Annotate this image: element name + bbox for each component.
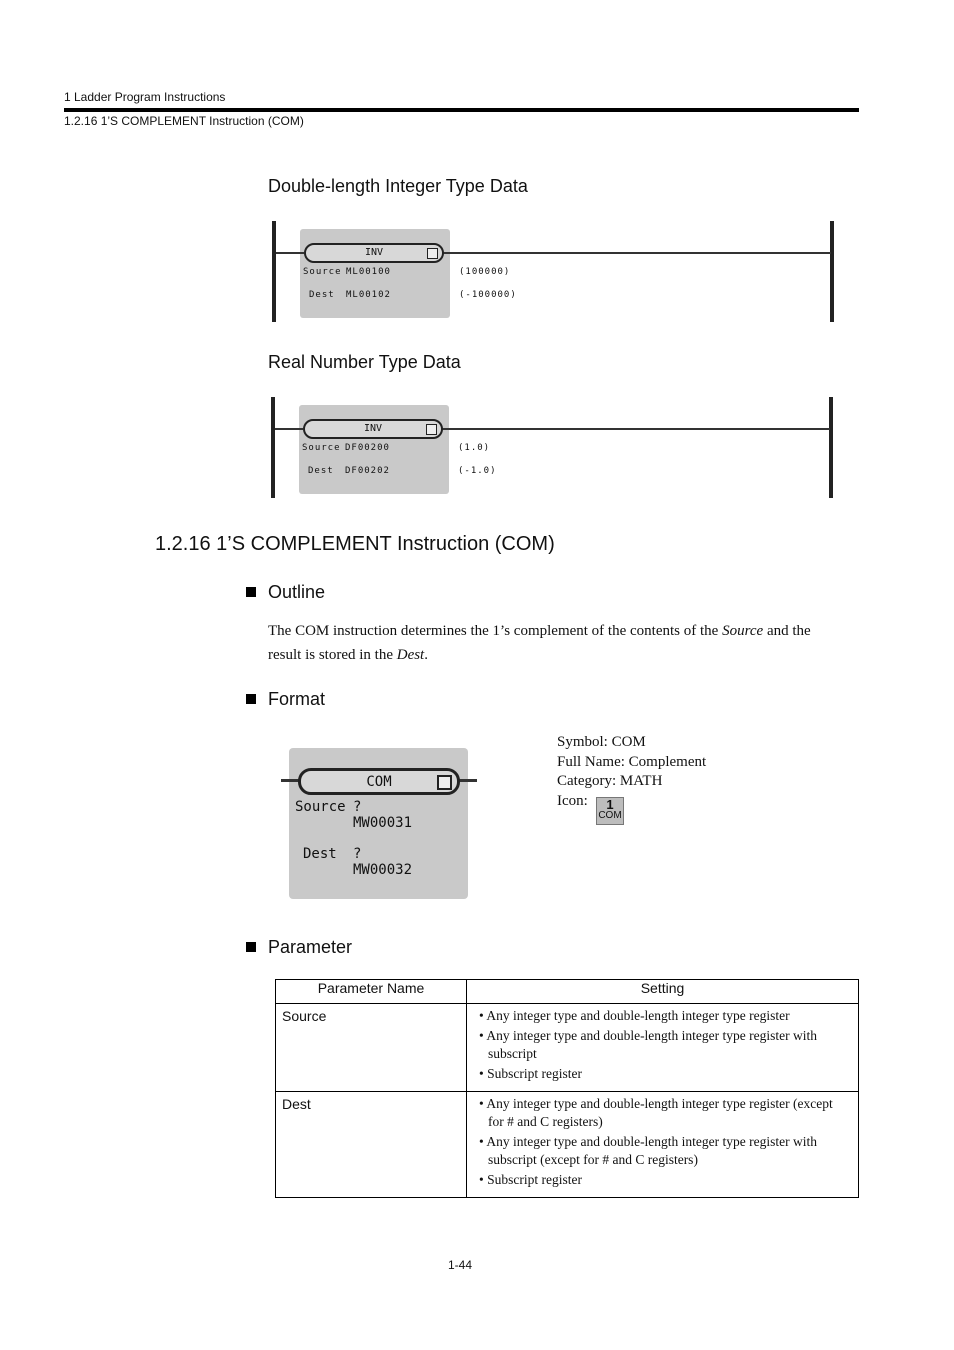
table-header-row bbox=[276, 980, 859, 1004]
bullet-square-icon bbox=[246, 694, 256, 704]
format-symbol: Symbol: COM bbox=[557, 734, 646, 750]
format-icon-label: Icon: bbox=[557, 792, 588, 809]
wire-left bbox=[275, 428, 303, 430]
format-full-name: Full Name: Complement bbox=[557, 753, 707, 770]
left-rail bbox=[272, 221, 276, 322]
wire-right bbox=[443, 252, 831, 254]
parameter-name: Dest bbox=[276, 1092, 467, 1198]
outline-paragraph bbox=[268, 619, 868, 667]
dest-register: DF00202 bbox=[345, 466, 390, 476]
outline-text-a: The COM instruction determines the 1’s complement of the contents of the bbox=[268, 623, 723, 639]
source-register: ML00100 bbox=[346, 267, 391, 277]
format-category: Category: MATH bbox=[557, 773, 663, 789]
block-edit-icon bbox=[426, 424, 437, 435]
outline-source-word: Source bbox=[722, 623, 764, 639]
dest-value: (-1.0) bbox=[458, 466, 497, 476]
bullet-square-icon bbox=[246, 587, 256, 597]
list-item: • Any integer type and double-length integer type register (except for # and C registers) bbox=[479, 1096, 833, 1129]
block-edit-icon bbox=[427, 248, 438, 259]
outline-text-b: and the bbox=[763, 623, 811, 639]
section-title: 1.2.16 1’S COMPLEMENT Instruction (COM) bbox=[155, 533, 555, 555]
com-icon-text: COM bbox=[598, 810, 622, 821]
outline-text-c: result is stored in the bbox=[268, 647, 397, 663]
bullet-square-icon bbox=[246, 942, 256, 952]
com-dest-label: Dest bbox=[303, 846, 337, 862]
real-number-heading: Real Number Type Data bbox=[268, 352, 461, 372]
format-details bbox=[557, 733, 706, 811]
com-block-title: COM bbox=[366, 774, 392, 790]
com-source-label: Source bbox=[295, 799, 346, 815]
parameter-table bbox=[275, 979, 859, 1198]
com-source-register: MW00031 bbox=[353, 815, 413, 831]
inv-block-title: INV bbox=[364, 247, 384, 258]
outline-dest-word: Dest bbox=[396, 647, 425, 663]
com-block-header bbox=[298, 768, 460, 795]
parameter-heading bbox=[246, 937, 352, 958]
list-item: • Any integer type and double-length integer type register bbox=[479, 1008, 790, 1023]
source-register: DF00200 bbox=[345, 443, 390, 453]
wire-right bbox=[458, 779, 477, 782]
dest-label: Dest bbox=[309, 290, 335, 300]
source-label: Source bbox=[303, 267, 342, 277]
list-item: • Any integer type and double-length integer type register with subscript (except for # and C registers) bbox=[479, 1134, 818, 1167]
table-row bbox=[276, 1092, 859, 1198]
inv-block-header bbox=[304, 243, 444, 263]
source-label: Source bbox=[302, 443, 341, 453]
format-heading bbox=[246, 689, 325, 710]
dest-register: ML00102 bbox=[346, 290, 391, 300]
list-item: • Any integer type and double-length integer type register with subscript bbox=[479, 1028, 818, 1061]
column-header-setting: Setting bbox=[467, 980, 859, 1004]
source-value: (100000) bbox=[459, 267, 511, 277]
header-chapter: 1 Ladder Program Instructions bbox=[64, 90, 226, 104]
com-source-placeholder: ? bbox=[353, 799, 362, 815]
header-rule bbox=[64, 108, 859, 112]
block-edit-icon bbox=[437, 775, 452, 790]
right-rail bbox=[830, 221, 834, 322]
com-dest-placeholder: ? bbox=[353, 846, 362, 862]
parameter-setting bbox=[467, 1092, 859, 1198]
outline-text-d: . bbox=[424, 647, 428, 663]
header-section: 1.2.16 1’S COMPLEMENT Instruction (COM) bbox=[64, 114, 304, 128]
right-rail bbox=[829, 397, 833, 498]
parameter-setting bbox=[467, 1004, 859, 1092]
inv-block-header bbox=[303, 419, 443, 439]
page-number: 1-44 bbox=[448, 1258, 473, 1272]
com-instruction-icon bbox=[596, 797, 624, 825]
double-length-heading: Double-length Integer Type Data bbox=[268, 176, 528, 196]
table-row bbox=[276, 1004, 859, 1092]
inv-block-title: INV bbox=[363, 423, 383, 434]
source-value: (1.0) bbox=[458, 443, 491, 453]
dest-value: (-100000) bbox=[459, 290, 517, 300]
dest-label: Dest bbox=[308, 466, 334, 476]
left-rail bbox=[271, 397, 275, 498]
wire-left bbox=[276, 252, 304, 254]
format-heading-text: Format bbox=[268, 689, 326, 709]
parameter-heading-text: Parameter bbox=[268, 937, 353, 957]
list-item: • Subscript register bbox=[479, 1066, 582, 1081]
wire-right bbox=[442, 428, 830, 430]
outline-heading-text: Outline bbox=[268, 582, 326, 602]
outline-heading bbox=[246, 582, 325, 603]
com-icon-digit: 1 bbox=[606, 797, 614, 812]
column-header-name: Parameter Name bbox=[276, 980, 467, 1004]
parameter-name: Source bbox=[276, 1004, 467, 1092]
list-item: • Subscript register bbox=[479, 1172, 582, 1187]
com-dest-register: MW00032 bbox=[353, 862, 413, 878]
